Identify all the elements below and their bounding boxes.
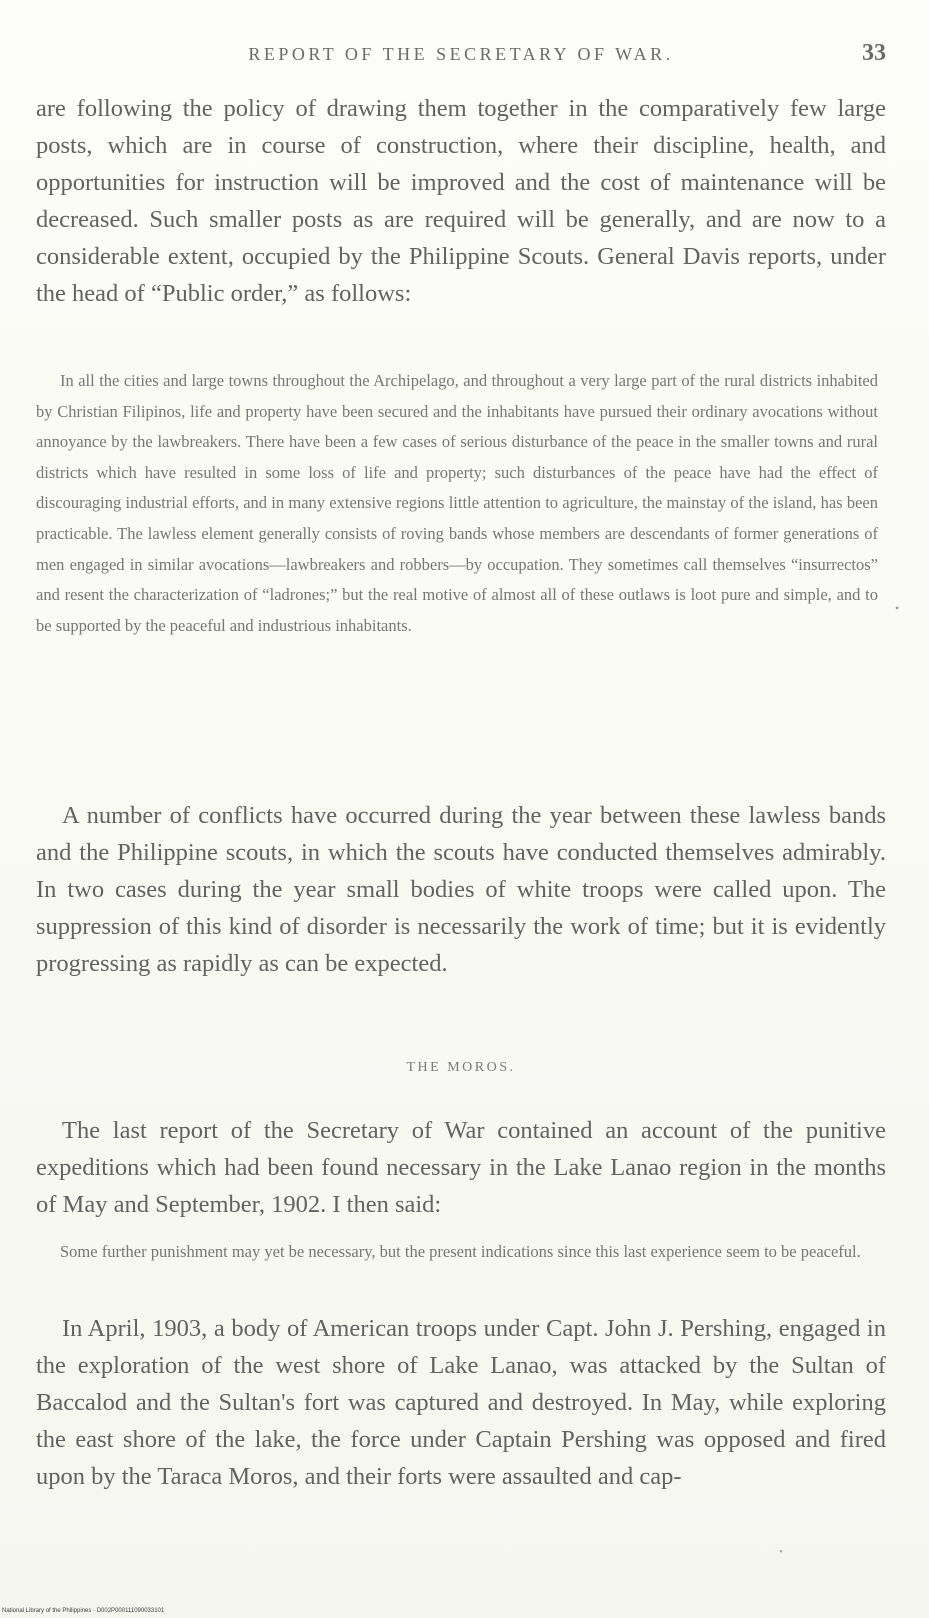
block-quote-1: In all the cities and large towns throughout the Archipelago, and throughout a very large part of the rural districts inhabited by Christian Filipinos, life and property have been secured and the inhabitants have pursued their ordinary avocations without annoyance by the lawbreakers. There have been a few cases of serious disturbance of the peace in the smaller towns and rural districts which have resulted in some loss of life and property; such disturbances of the peace have had the effect of discouraging industrial efforts, and in many extensive regions little attention to agriculture, the mainstay of the island, has been practicable. The lawless element generally consists of roving bands whose members are descendants of former generations of men engaged in similar avocations—lawbreakers and robbers—by occupation. They sometimes call themselves “insurrectos” and resent the characterization of “ladrones;” but the real motive of almost all of these outlaws is loot pure and simple, and to be supported by the peaceful and industrious inhabitants. (36, 371, 878, 635)
paragraph-2: A number of conflicts have occurred during the year between these lawless bands and the Philippine scouts, in which the scouts have conducted themselves admirably. In two cases during the year small bodies of white troops were called upon. The suppression of this kind of disorder is necessarily the work of time; but it is evidently progressing as rapidly as can be expected. (36, 802, 886, 977)
scan-credit: National Library of the Philippines · D002P000111090033101 (2, 1608, 165, 1614)
bottom-mark: • (779, 1546, 783, 1558)
quote-2-block (36, 1237, 878, 1268)
paragraph-2-block (36, 797, 886, 982)
page-number: 33 (862, 40, 886, 66)
running-head (36, 40, 886, 74)
quote-1-block (36, 366, 878, 641)
paragraph-1-block (36, 90, 886, 312)
paragraph-1: are following the policy of drawing them together in the comparatively few large posts, which are in course of construction, where their discipline, health, and opportunities for instruction will be improved and the cost of maintenance will be decreased. Such smaller posts as are required will be generally, and are now to a considerable extent, occupied by the Philippine Scouts. General Davis reports, under the head of “Public order,” as follows: (36, 95, 886, 307)
paragraph-4-block (36, 1310, 886, 1495)
section-heading-moros: THE MOROS. (406, 1060, 516, 1075)
paragraph-3-block (36, 1112, 886, 1223)
running-title: REPORT OF THE SECRETARY OF WAR. (248, 44, 674, 64)
paragraph-3: The last report of the Secretary of War contained an account of the punitive expeditions which had been found necessary in the Lake Lanao region in the months of May and September, 1902. I then said: (36, 1117, 886, 1218)
margin-mark: • (895, 601, 900, 615)
block-quote-2: Some further punishment may yet be necessary, but the present indications since this last experience seem to be peaceful. (60, 1242, 861, 1261)
paragraph-4: In April, 1903, a body of American troops under Capt. John J. Pershing, engaged in the exploration of the west shore of Lake Lanao, was attacked by the Sultan of Baccalod and the Sultan's fort was captured and destroyed. In May, while exploring the east shore of the lake, the force under Captain Pershing was opposed and fired upon by the Taraca Moros, and their forts were assaulted and cap- (36, 1315, 886, 1490)
